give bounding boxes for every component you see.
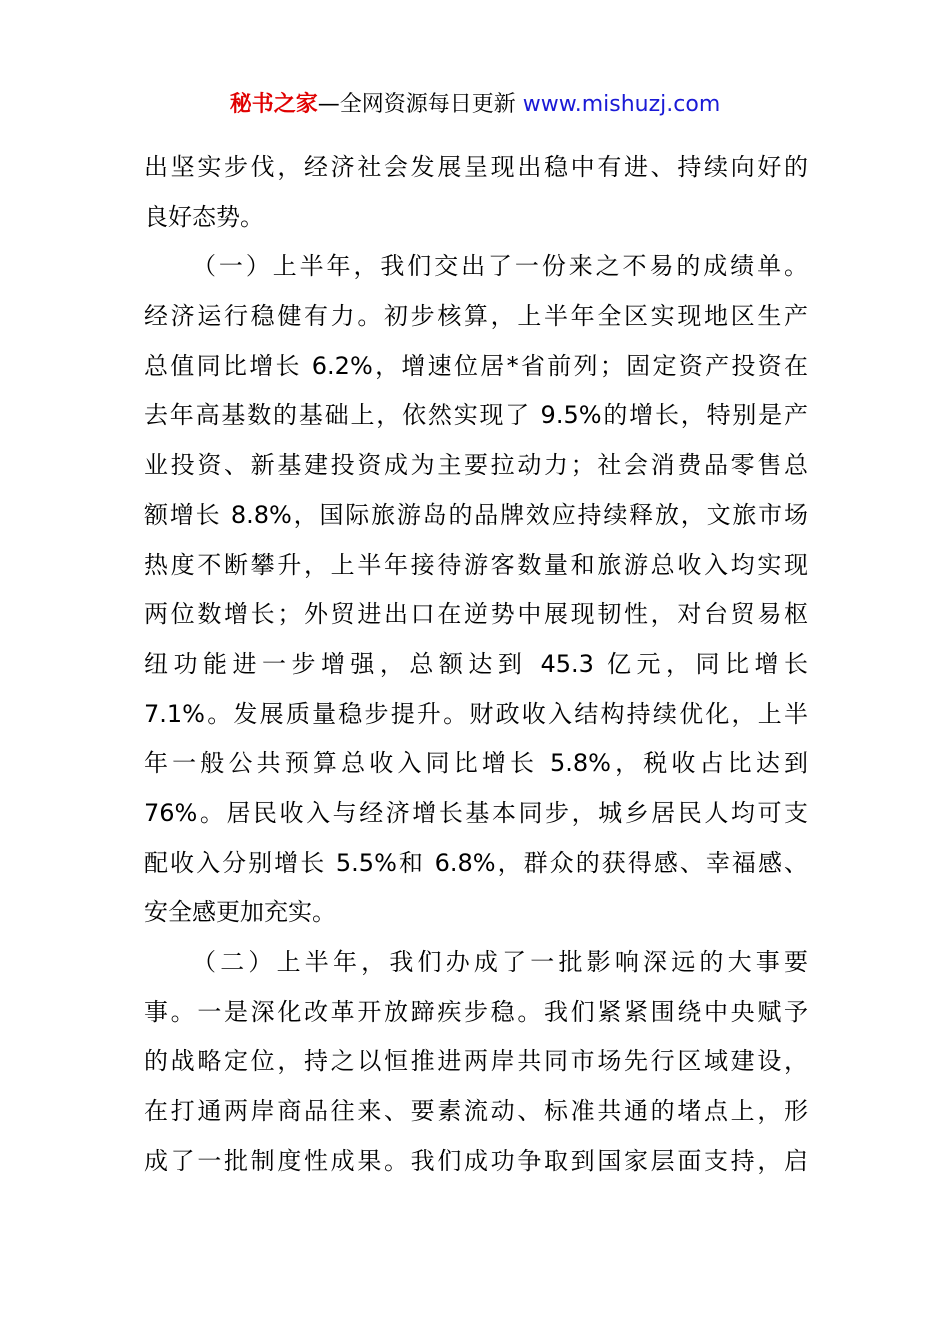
header-tagline: —全网资源每日更新	[317, 92, 523, 117]
document-body	[144, 143, 808, 1186]
text-line: 两位数增长；外贸进出口在逆势中展现韧性，对台贸易枢	[144, 600, 808, 629]
text-line: 成了一批制度性成果。我们成功争取到国家层面支持，启	[144, 1146, 808, 1175]
text-line: 经济运行稳健有力。初步核算，上半年全区实现地区生产	[144, 302, 808, 331]
text-line: 76%。居民收入与经济增长基本同步，城乡居民人均可支	[144, 798, 808, 827]
text-line: 去年高基数的基础上，依然实现了 9.5%的增长，特别是产	[144, 401, 808, 430]
text-line: 热度不断攀升，上半年接待游客数量和旅游总收入均实现	[144, 550, 808, 579]
text-line: （二）上半年，我们办成了一批影响深远的大事要	[192, 948, 808, 976]
text-line: 年一般公共预算总收入同比增长 5.8%，税收占比达到	[144, 749, 808, 778]
text-line: 的战略定位，持之以恒推进两岸共同市场先行区域建设，	[144, 1047, 808, 1076]
site-url[interactable]: www.mishuzj.com	[522, 92, 721, 117]
text-line: 配收入分别增长 5.5%和 6.8%，群众的获得感、幸福感、	[144, 848, 808, 877]
text-line: （一）上半年，我们交出了一份来之不易的成绩单。	[192, 252, 808, 281]
text-line: 事。一是深化改革开放蹄疾步稳。我们紧紧围绕中央赋予	[144, 997, 808, 1026]
text-line: 业投资、新基建投资成为主要拉动力；社会消费品零售总	[144, 451, 808, 480]
text-line: 出坚实步伐，经济社会发展呈现出稳中有进、持续向好的	[144, 153, 808, 181]
text-line: 7.1%。发展质量稳步提升。财政收入结构持续优化，上半	[144, 699, 808, 728]
text-line: 良好态势。	[144, 202, 264, 231]
text-line: 额增长 8.8%，国际旅游岛的品牌效应持续释放，文旅市场	[144, 500, 808, 529]
text-line: 纽功能进一步增强，总额达到 45.3 亿元，同比增长	[144, 649, 808, 678]
site-header	[0, 90, 950, 120]
text-line: 安全感更加充实。	[144, 898, 336, 927]
brand-name: 秘书之家	[229, 92, 318, 117]
text-line: 在打通两岸商品往来、要素流动、标准共通的堵点上，形	[144, 1097, 808, 1126]
text-line: 总值同比增长 6.2%，增速位居*省前列；固定资产投资在	[144, 351, 808, 380]
